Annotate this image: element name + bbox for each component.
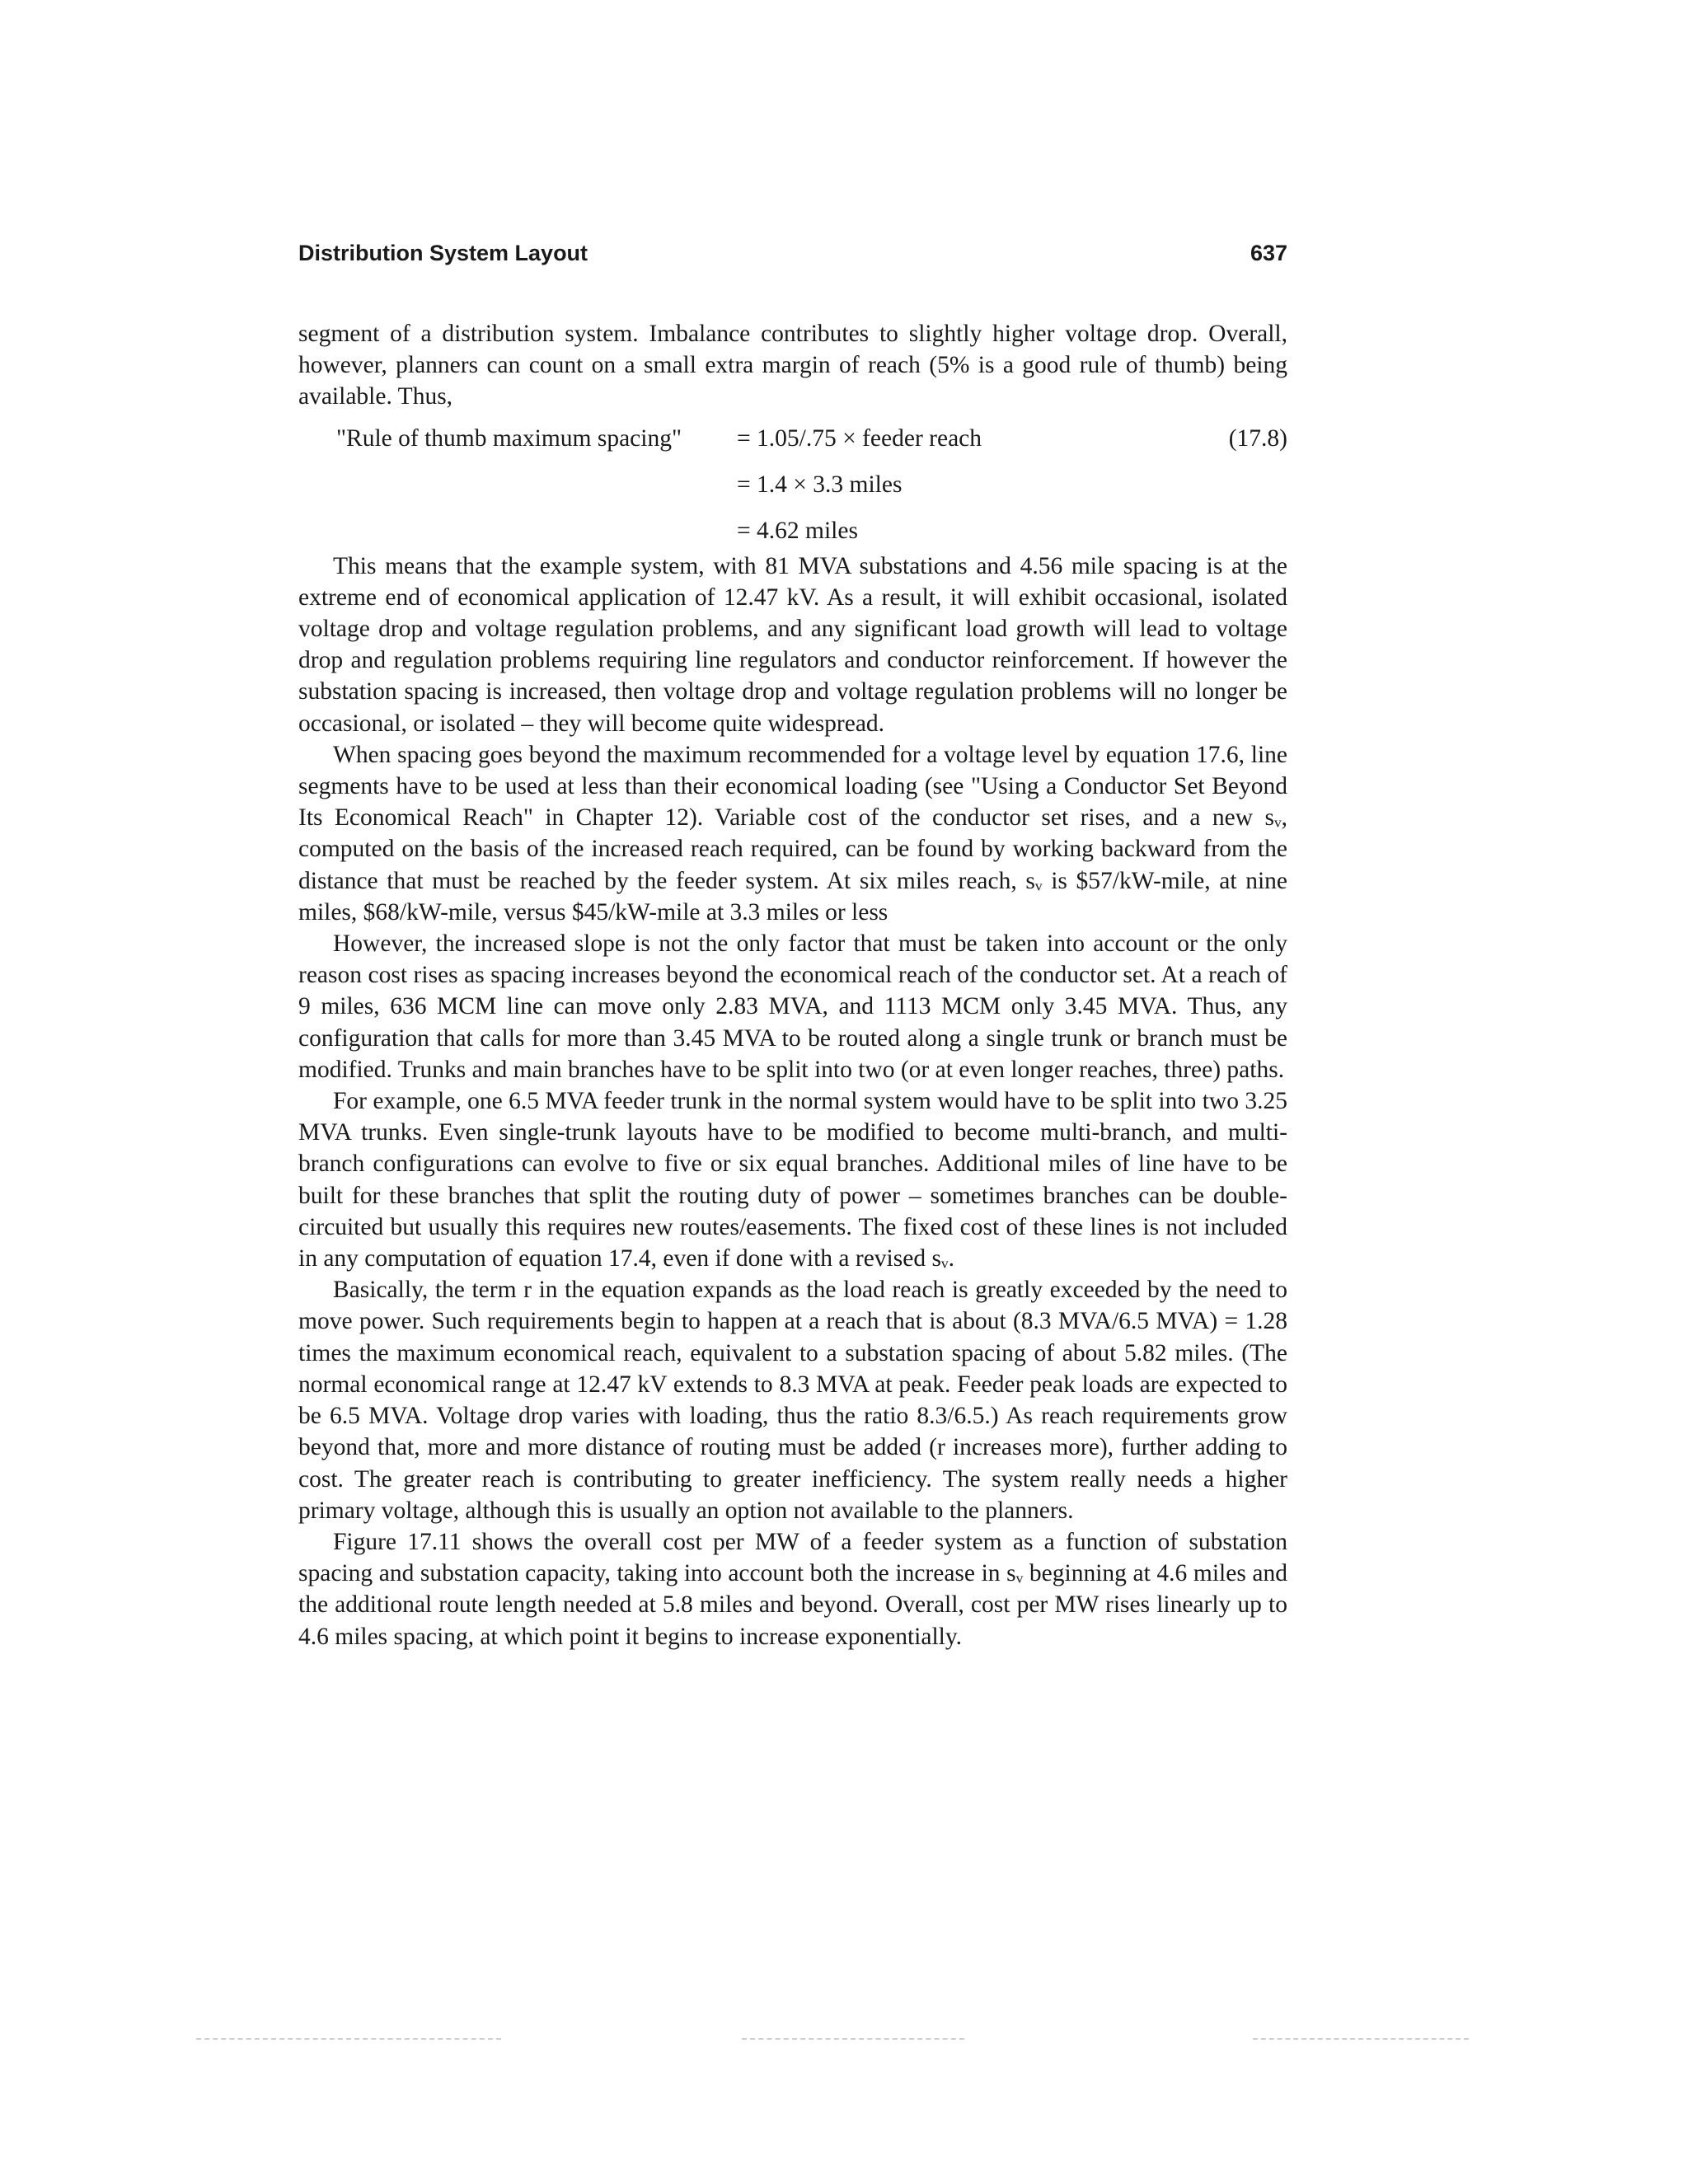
paragraph: When spacing goes beyond the maximum recommended for a voltage level by equation 17.6, line segments have to be used at less than their economical loading (see "Using a Conductor Set Beyond Its Economical Reach" in Chapter 12). Variable cost of the conductor set rises, and a new sᵥ, computed on the basis of the increased reach required, can be found by working backward from the distance that must be reached by the feeder system. At six miles reach, sᵥ is $57/kW-mile, at nine miles, $68/kW-mile, versus $45/kW-mile at 3.3 miles or less <box>298 741 1287 926</box>
equation-lhs: "Rule of thumb maximum spacing" <box>336 424 682 452</box>
equation-line: = 4.62 miles <box>737 517 858 544</box>
paragraph: This means that the example system, with 81 MVA substations and 4.56 mile spacing is at the extreme end of economical application of 12.47 kV. As a result, it will exhibit occasional, isolated voltage drop and voltage regulation problems, and any significant load growth will lead to voltage drop and regulation problems requiring line regulators and conductor reinforcement. If however the substation spacing is increased, then voltage drop and voltage regulation problems will no longer be occasional, or isolated – they will become quite widespread. <box>298 552 1287 737</box>
page-number: 637 <box>1250 241 1287 265</box>
body-text <box>298 318 1287 1652</box>
paragraph: Figure 17.11 shows the overall cost per MW of a feeder system as a function of substation spacing and substation capacity, taking into account both the increase in sᵥ beginning at 4.6 miles and the additional route length needed at 5.8 miles and beyond. Overall, cost per MW rises linearly up to 4.6 miles spacing, at which point it begins to increase exponentially. <box>298 1528 1287 1650</box>
paragraph: Basically, the term r in the equation expands as the load reach is greatly exceeded by the need to move power. Such requirements begin to happen at a reach that is about (8.3 MVA/6.5 MVA) = 1.28 times the maximum economical reach, equivalent to a substation spacing of about 5.82 miles. (The normal economical range at 12.47 kV extends to 8.3 MVA at peak. Feeder peak loads are expected to be 6.5 MVA. Voltage drop varies with loading, thus the ratio 8.3/6.5.) As reach requirements grow beyond that, more and more distance of routing must be added (r increases more), further adding to cost. The greater reach is contributing to greater inefficiency. The system really needs a higher primary voltage, although this is usually an option not available to the planners. <box>298 1277 1287 1524</box>
running-title: Distribution System Layout <box>298 241 588 265</box>
equation-17-8 <box>298 416 1287 544</box>
scan-footer-rule <box>196 2038 501 2040</box>
scan-footer-rule <box>1253 2038 1469 2040</box>
paragraph: For example, one 6.5 MVA feeder trunk in the normal system would have to be split into two 3.25 MVA trunks. Even single-trunk layouts have to be modified to become multi-branch, and multi-branch configurations can evolve to five or six equal branches. Additional miles of line have to be built for these branches that split the routing duty of power – sometimes branches can be double-circuited but usually this requires new routes/easements. The fixed cost of these lines is not included in any computation of equation 17.4, even if done with a revised sᵥ. <box>298 1088 1287 1272</box>
scan-footer-rule <box>742 2038 964 2040</box>
paragraph: segment of a distribution system. Imbalance contributes to slightly higher voltage drop. Overall, however, planners can count on a small extra margin of reach (5% is a good rule of thumb) being available. Thus, <box>298 321 1287 410</box>
equation-line: = 1.4 × 3.3 miles <box>737 471 903 498</box>
equation-number: (17.8) <box>1228 424 1287 452</box>
paragraph: However, the increased slope is not the only factor that must be taken into account or the only reason cost rises as spacing increases beyond the economical reach of the conductor set. At a reach of 9 miles, 636 MCM line can move only 2.83 MVA, and 1113 MCM only 3.45 MVA. Thus, any configuration that calls for more than 3.45 MVA to be routed along a single trunk or branch must be modified. Trunks and main branches have to be split into two (or at even longer reaches, three) paths. <box>298 930 1287 1083</box>
equation-line: = 1.05/.75 × feeder reach <box>737 424 982 452</box>
page-header <box>298 241 1287 274</box>
